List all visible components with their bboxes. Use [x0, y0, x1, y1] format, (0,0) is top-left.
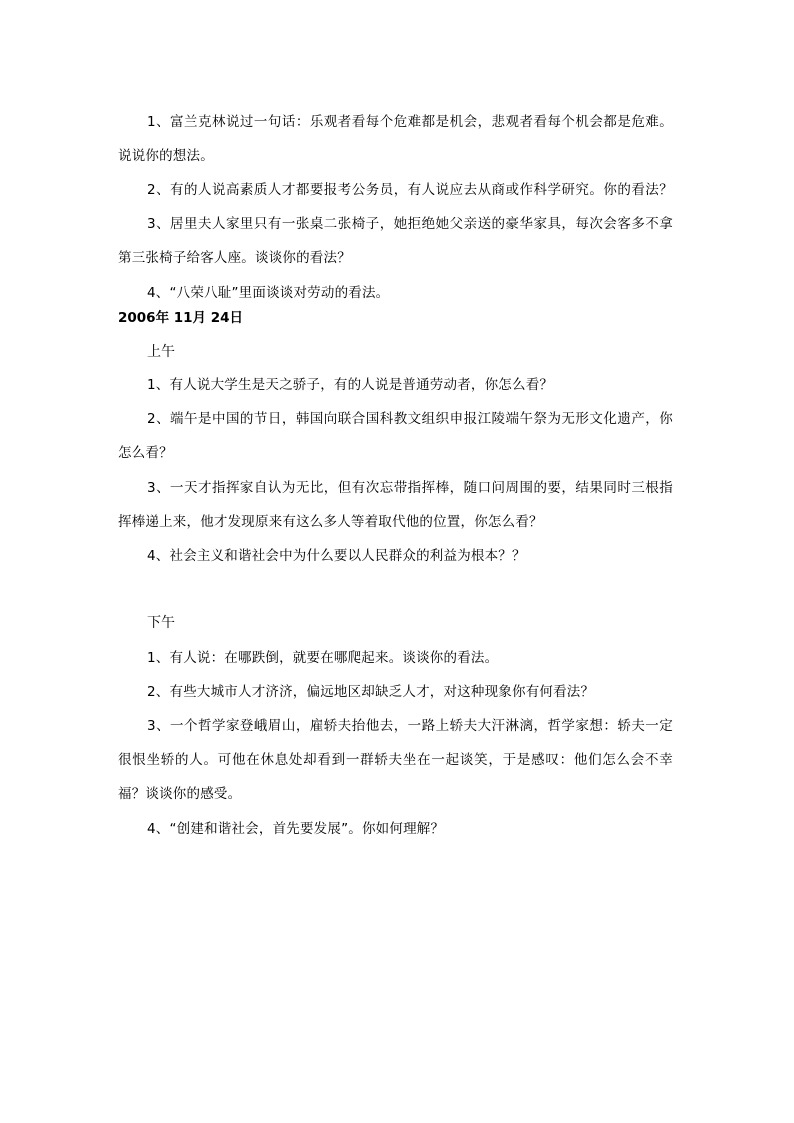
morning-label: 上午 [147, 344, 175, 360]
afternoon-question-1-line-1: 1、有人说：在哪跌倒，就要在哪爬起来。谈谈你的看法。 [147, 650, 499, 666]
morning-question-4-line-1: 4、社会主义和谐社会中为什么要以人民群众的利益为根本？？ [147, 548, 526, 564]
morning-question-2-line-1: 2、端午是中国的节日，韩国向联合国科教文组织申报江陵端午祭为无形文化遗产，你 [147, 411, 673, 427]
question-1-line-1: 1、富兰克林说过一句话：乐观者看每个危难都是机会，悲观者看每个机会都是危难。 [147, 114, 673, 130]
morning-question-3-line-1: 3、一天才指挥家自认为无比，但有次忘带指挥棒，随口问周围的要，结果同时三根指 [147, 480, 673, 496]
morning-question-2-line-2: 怎么看？ [118, 445, 173, 461]
question-3-line-1: 3、居里夫人家里只有一张桌二张椅子，她拒绝她父亲送的豪华家具，每次会客多不拿 [147, 216, 673, 232]
question-1-line-2: 说说你的想法。 [118, 148, 214, 164]
afternoon-question-3-line-2: 很恨坐轿的人。可他在休息处却看到一群轿夫坐在一起谈笑，于是感叹：他们怎么会不幸 [118, 752, 673, 768]
date-heading: 2006年 11月 24日 [118, 310, 244, 326]
morning-question-1-line-1: 1、有人说大学生是天之骄子，有的人说是普通劳动者，你怎么看？ [147, 377, 554, 393]
question-3-line-2: 第三张椅子给客人座。谈谈你的看法？ [118, 250, 351, 266]
question-4-line-1: 4、“八荣八耻”里面谈谈对劳动的看法。 [147, 285, 390, 301]
afternoon-question-3-line-3: 福？谈谈你的感受。 [118, 786, 242, 802]
question-2-line-1: 2、有的人说高素质人才都要报考公务员，有人说应去从商或作科学研究。你的看法？ [147, 182, 673, 198]
morning-question-3-line-2: 挥棒递上来，他才发现原来有这么多人等着取代他的位置，你怎么看？ [118, 514, 543, 530]
afternoon-question-2-line-1: 2、有些大城市人才济济，偏远地区却缺乏人才，对这种现象你有何看法？ [147, 684, 595, 700]
afternoon-question-4-line-1: 4、“创建和谐社会，首先要发展”。你如何理解？ [147, 821, 445, 837]
afternoon-label: 下午 [147, 615, 175, 631]
afternoon-question-3-line-1: 3、一个哲学家登峨眉山，雇轿夫抬他去，一路上轿夫大汗淋漓，哲学家想：轿夫一定 [147, 718, 673, 734]
